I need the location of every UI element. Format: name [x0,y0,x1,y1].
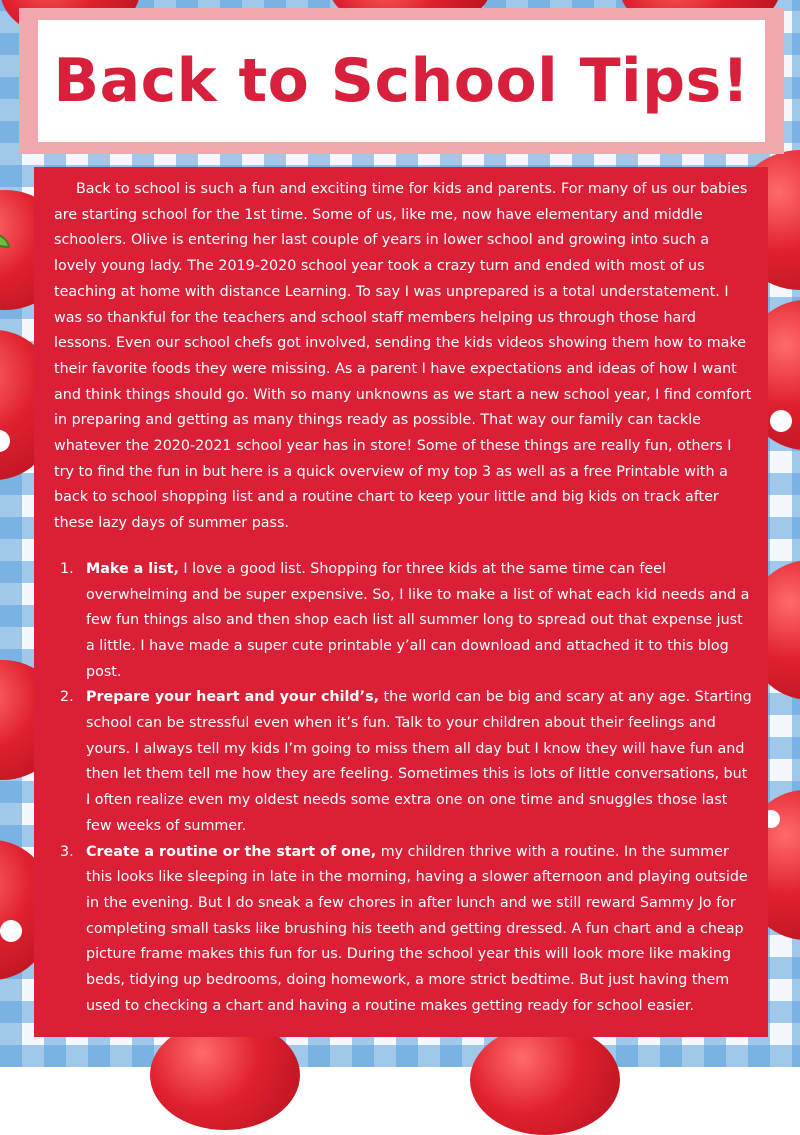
apple-icon [470,1025,620,1135]
tip-item [60,840,754,1020]
tip-item [60,557,754,686]
tips-list [54,557,754,1020]
tip-heading: Prepare your heart and your child’s, [86,689,380,706]
tip-heading: Make a list, [86,560,179,577]
tip-heading: Create a routine or the start of one, [86,843,377,860]
tip-body: my children thrive with a routine. In the summer this looks like sleeping in late in the morning, having a slower afternoon and playing outside in the evening. But I do sneak a few chores in after lunch and we still reward Sammy Jo for completing small tasks like brushing his teeth and getting dressed. A fun chart and a cheap picture frame makes this fun for us. During the school year this will look more like making beds, tidying up bedrooms, doing homework, a more strict bedtime. But just having them used to checking a chart and having a routine makes getting ready for school easier. [86,843,748,1014]
title-box [38,20,765,142]
tip-body: the world can be big and scary at any age. Starting school can be stressful even when it’s fun. Talk to your children about their feelings and yours. I always tell my kids I’m going to miss them all day but I know they will have fun and then let them tell me how they are feeling. Sometimes this is lots of little conversations, but I often realize even my oldest needs some extra one on one time and snuggles those last few weeks of summer. [86,689,752,834]
tip-number: 3. [60,843,74,860]
content-panel [34,167,768,1037]
tip-number: 1. [60,560,74,577]
tip-item [60,685,754,839]
tip-number: 2. [60,689,74,706]
intro-paragraph: Back to school is such a fun and exciting time for kids and parents. For many of us our babies are starting school for the 1st time. Some of us, like me, now have elementary and middle schoolers. Olive is entering her last couple of years in lower school and growing into such a lovely young lady. The 2019-2020 school year took a crazy turn and ended with most of us teaching at home with distance Learning. To say I was unprepared is a total understatement. I was so thankful for the teachers and school staff members helping us through those hard lessons. Even our school chefs got involved, sending the kids videos showing them how to make their favorite foods they were missing. As a parent I have expectations and ideas of how I want and think things should go. With so many unknowns as we start a new school year, I find comfort in preparing and getting as many things ready as possible. That way our family can tackle whatever the 2020-2021 school year has in store! Some of these things are really fun, others I try to find the fun in but here is a quick overview of my top 3 as well as a free Printable with a back to school shopping list and a routine chart to keep your little and big kids on track after these lazy days of summer pass. [54,181,752,532]
tip-body: I love a good list. Shopping for three kids at the same time can feel overwhelming and be super expensive. So, I like to make a list of what each kid needs and a few fun things also and then shop each list all summer long to spread out that expense just a little. I have made a super cute printable y’all can download and attached it to this blog post. [86,560,750,680]
page-title: Back to School Tips! [53,46,750,116]
title-banner [19,8,784,154]
